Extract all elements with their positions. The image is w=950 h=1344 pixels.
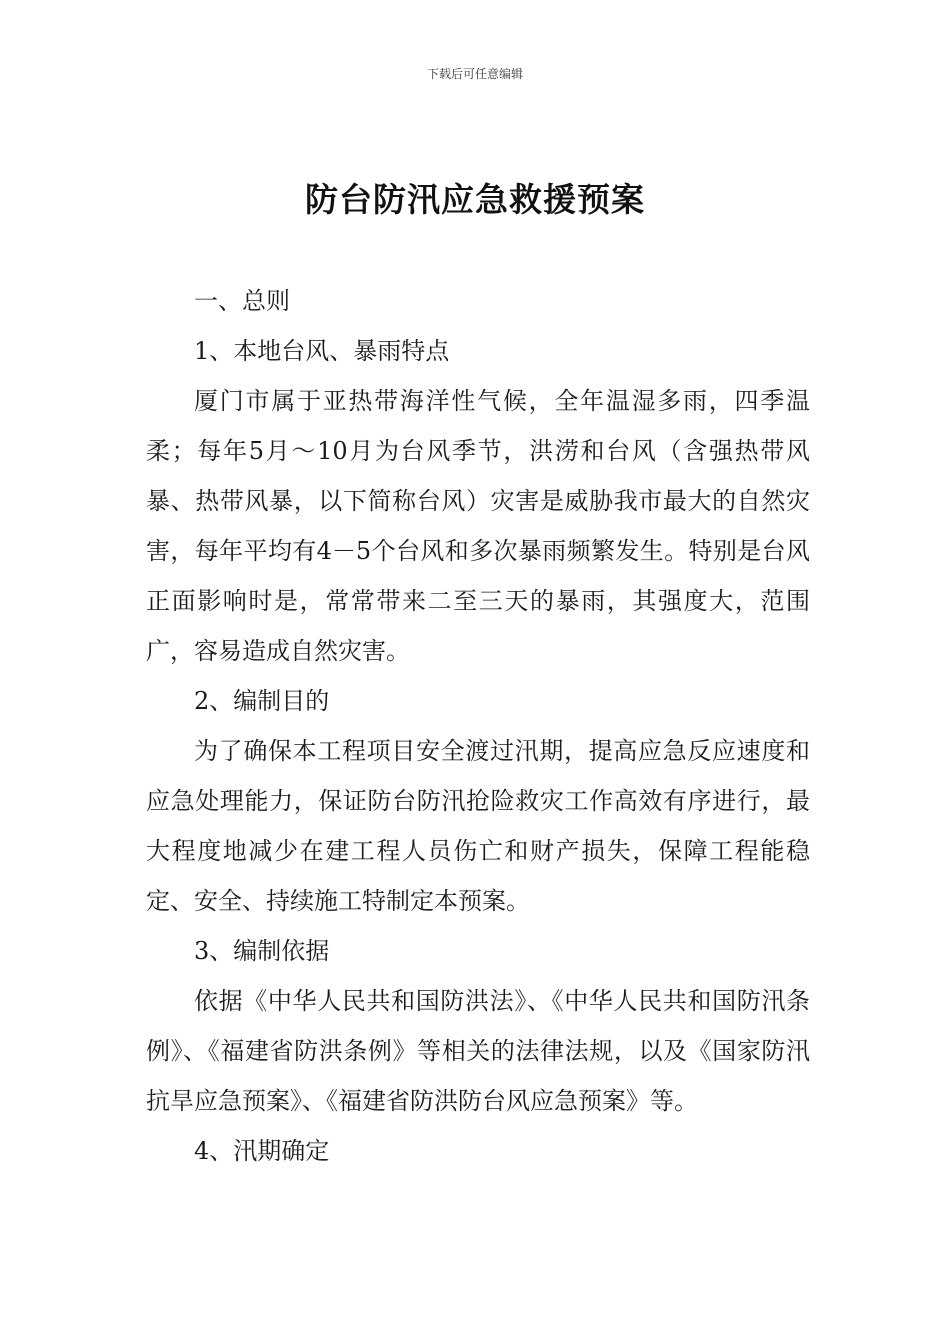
section-heading-flood-period: 4、汛期确定 [194, 1137, 330, 1165]
section-heading-purpose: 2、编制目的 [194, 687, 330, 715]
section-heading-local-features: 1、本地台风、暴雨特点 [194, 337, 450, 365]
paragraph-basis: 依据《中华人民共和国防洪法》、《中华人民共和国防汛条例》、《福建省防洪条例》等相关的法律法规，以及《国家防汛抗旱应急预案》、《福建省防洪防台风应急预案》等。 [146, 987, 810, 1115]
section-heading-basis: 3、编制依据 [194, 937, 330, 965]
section-heading-general: 一、总则 [194, 287, 290, 315]
document-title: 防台防汛应急救援预案 [305, 180, 645, 219]
page-header-note: 下载后可任意编辑 [426, 67, 523, 81]
document-body [146, 276, 810, 1176]
paragraph-local-features: 厦门市属于亚热带海洋性气候，全年温湿多雨，四季温柔；每年5月～10月为台风季节，洪涝和台风（含强热带风暴、热带风暴，以下简称台风）灾害是威胁我市最大的自然灾害，每年平均有4－5个台风和多次暴雨频繁发生。特别是台风正面影响时是，常常带来二至三天的暴雨，其强度大，范围广，容易造成自然灾害。 [146, 387, 810, 665]
paragraph-purpose: 为了确保本工程项目安全渡过汛期，提高应急反应速度和应急处理能力，保证防台防汛抢险救灾工作高效有序进行，最大程度地减少在建工程人员伤亡和财产损失，保障工程能稳定、安全、持续施工特制定本预案。 [146, 737, 810, 915]
